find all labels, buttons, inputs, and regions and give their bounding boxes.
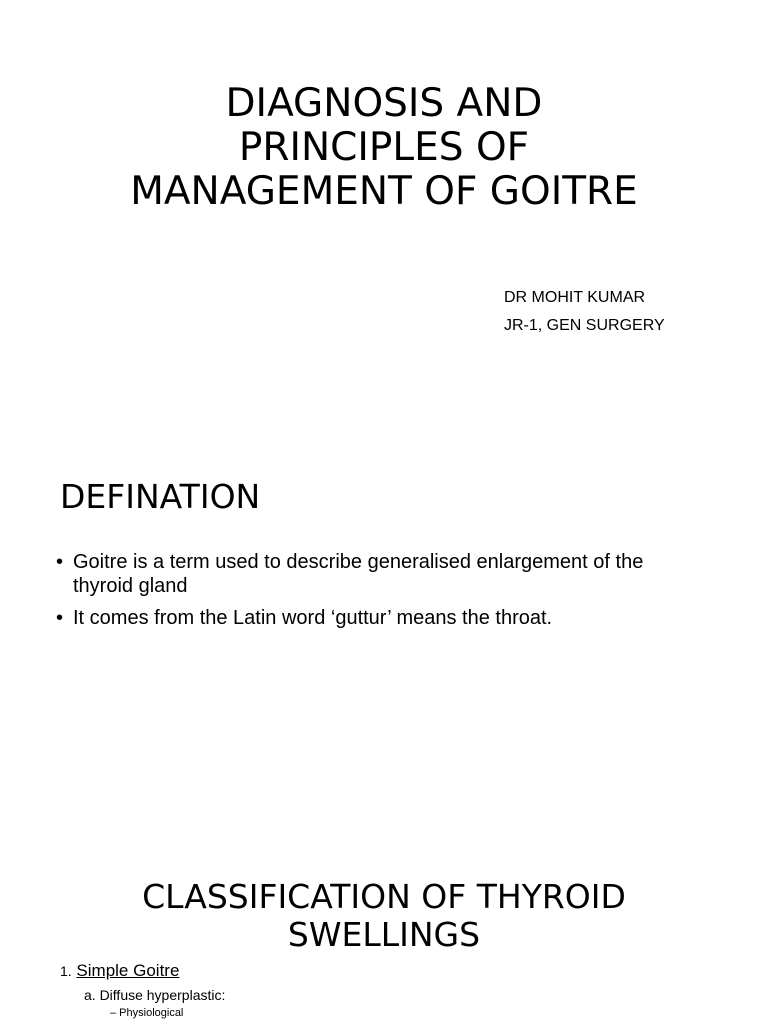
bullet-item xyxy=(56,550,676,598)
list-item-label: Simple Goitre xyxy=(76,961,180,980)
classification-item-simple-goitre xyxy=(60,961,179,981)
slide-title xyxy=(0,0,768,384)
list-number: 1. xyxy=(60,963,72,979)
classification-subsubitem: – Physiological xyxy=(110,1007,184,1019)
bullet-text: It comes from the Latin word ‘guttur’ means the throat. xyxy=(73,607,553,629)
bullet-text: Goitre is a term used to describe generalised enlargement of the thyroid gland xyxy=(73,551,644,597)
presentation-title: DIAGNOSIS AND PRINCIPLES OF MANAGEMENT OF GOITRE xyxy=(130,81,638,214)
bullet-point-icon: • xyxy=(56,607,64,629)
author-role: JR-1, GEN SURGERY xyxy=(504,317,665,334)
classification-heading: CLASSIFICATION OF THYROID SWELLINGS xyxy=(142,877,626,954)
classification-subitem: a. Diffuse hyperplastic: xyxy=(84,987,226,1003)
author-name: DR MOHIT KUMAR xyxy=(504,289,646,306)
definition-heading: DEFINATION xyxy=(60,477,261,516)
definition-bullet-list xyxy=(56,550,676,638)
bullet-point-icon: • xyxy=(56,551,64,573)
bullet-item xyxy=(56,606,676,630)
